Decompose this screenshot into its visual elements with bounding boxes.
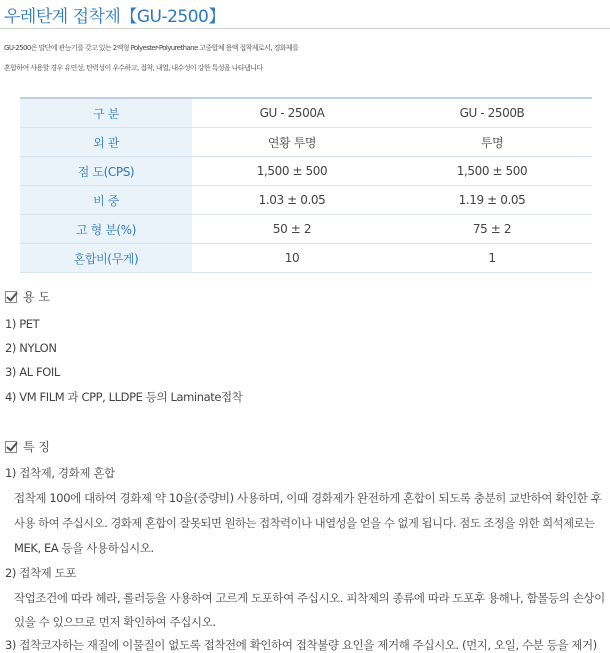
feature-item-text: 작업조건에 따라 헤라, 롤러등을 사용하여 고르게 도포하여 주십시오. 피착제의 종류에 따라 도포후 용해나, 함몰등의 손상이 <box>14 591 605 605</box>
uses-heading-label: 용 도 <box>23 290 50 304</box>
uses-heading <box>5 288 50 305</box>
page-title: 우레탄계 접착제【GU-2500】 <box>4 7 225 27</box>
title-divider <box>0 28 610 29</box>
checkbox-checked-icon <box>5 441 17 453</box>
cell-value-a: 1,500 ± 500 <box>192 157 392 186</box>
header-cell-gu2500a: GU - 2500A <box>192 98 392 128</box>
checkbox-checked-icon <box>5 291 17 303</box>
row-label: 비 중 <box>20 186 192 215</box>
cell-value-b: 1,500 ± 500 <box>392 157 592 186</box>
list-item: 4) VM FILM 과 CPP, LLDPE 등의 Laminate접착 <box>5 390 243 404</box>
cell-value-a: 10 <box>192 244 392 273</box>
feature-item-heading: 1) 접착제, 경화제 혼합 <box>5 466 115 480</box>
row-label: 혼합비(무게) <box>20 244 192 273</box>
list-item: 2) NYLON <box>5 341 57 355</box>
table-row <box>20 157 592 186</box>
feature-item-heading: 3) 접착코자하는 재질에 이물질이 없도록 접착전에 확인하여 접착불량 요인을 제거해 주십시오. (먼지, 오일, 수분 등을 제거) <box>5 638 597 652</box>
spec-table <box>20 97 592 273</box>
intro-line: GU-2500은 말단에 관능기를 갖고 있는 2액형 Polyester-Polyurethane 고중합체 용액 접착제로서, 경화제를 <box>4 44 299 52</box>
table-row <box>20 128 592 157</box>
row-label: 외 관 <box>20 128 192 157</box>
list-item: 1) PET <box>5 317 40 331</box>
cell-value-b: 투명 <box>392 128 592 157</box>
row-label: 고 형 분(%) <box>20 215 192 244</box>
list-item: 3) AL FOIL <box>5 365 60 379</box>
table-row <box>20 244 592 273</box>
feature-item-text: 접착제 100에 대하여 경화제 약 10을(중량비) 사용하며, 이때 경화제가 완전하게 혼합이 되도록 충분히 교반하여 확인한 후 <box>14 491 602 505</box>
cell-value-a: 연황 투명 <box>192 128 392 157</box>
feature-item-text: 사용 하여 주십시오. 경화제 혼합이 잘못되면 원하는 접착력이나 내열성을 얻을 수 없게 됩니다. 점도 조정을 위한 희석제로는 <box>14 517 595 530</box>
intro-line: 혼합하여 사용할 경우 유연성, 탄력성이 우수하고, 접착, 내열, 내수성이 강한 특성을 나타냅니다 <box>4 64 263 72</box>
feature-item-heading: 2) 접착제 도포 <box>5 566 77 580</box>
cell-value-a: 50 ± 2 <box>192 215 392 244</box>
table-row <box>20 186 592 215</box>
cell-value-b: 1.19 ± 0.05 <box>392 186 592 215</box>
row-label: 점 도(CPS) <box>20 157 192 186</box>
table-row <box>20 215 592 244</box>
header-cell-category: 구 분 <box>20 98 192 128</box>
header-cell-gu2500b: GU - 2500B <box>392 98 592 128</box>
cell-value-a: 1.03 ± 0.05 <box>192 186 392 215</box>
features-heading-label: 특 징 <box>23 440 50 454</box>
cell-value-b: 75 ± 2 <box>392 215 592 244</box>
table-header-row <box>20 98 592 128</box>
features-heading <box>5 438 50 455</box>
cell-value-b: 1 <box>392 244 592 273</box>
intro-paragraph <box>4 38 608 78</box>
feature-item-text: MEK, EA 등을 사용하십시오. <box>14 541 154 555</box>
feature-item-text: 있을 수 있으므로 먼저 확인하여 주십시오. <box>14 615 216 629</box>
